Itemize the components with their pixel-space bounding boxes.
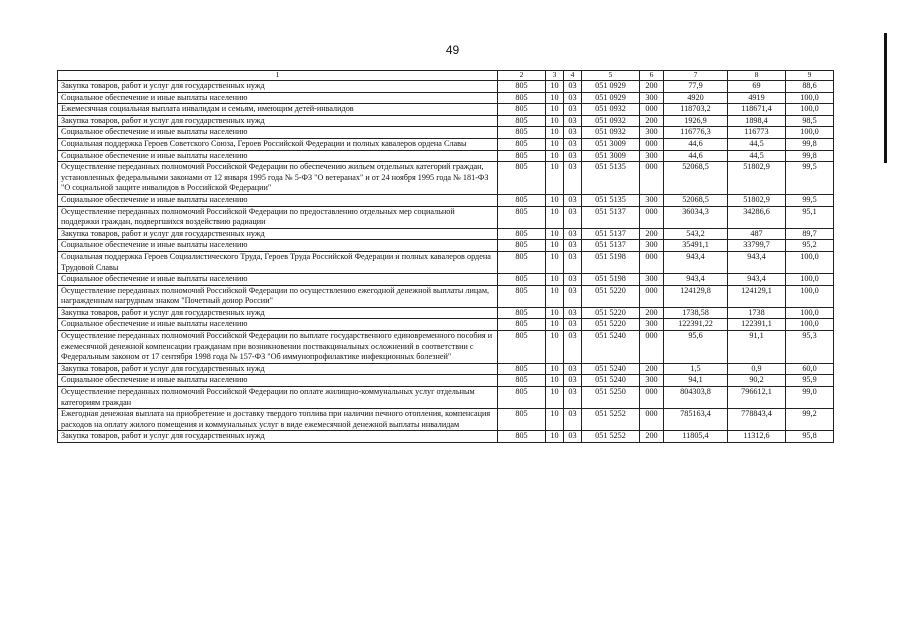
ministry-code-cell: 805 (498, 138, 546, 150)
row-name-cell: Социальное обеспечение и иные выплаты населению (58, 92, 498, 104)
executed-amount-cell: 11312,6 (728, 431, 786, 443)
table-row (58, 194, 834, 206)
ministry-code-cell: 805 (498, 319, 546, 331)
column-header: 3 (546, 71, 564, 81)
table-row (58, 104, 834, 116)
row-name-cell: Осуществление переданных полномочий Российской Федерации по обеспечению жильем отдельных категорий граждан, установленных федеральными законами от 12 января 1995 года № 5-ФЗ "О ветеранах" и от 24 ноября 1995 года № 181-ФЗ "О социальной защите инвалидов в Российской Федерации" (58, 162, 498, 195)
percent-cell: 99,8 (786, 150, 834, 162)
expense-type-cell: 300 (640, 150, 664, 162)
ministry-code-cell: 805 (498, 206, 546, 228)
table-row (58, 240, 834, 252)
ministry-code-cell: 805 (498, 127, 546, 139)
planned-amount-cell: 785163,4 (664, 409, 728, 431)
ministry-code-cell: 805 (498, 81, 546, 93)
row-name-cell: Закупка товаров, работ и услуг для государственных нужд (58, 431, 498, 443)
expense-type-cell: 300 (640, 240, 664, 252)
row-name-cell: Закупка товаров, работ и услуг для государственных нужд (58, 363, 498, 375)
table-header-row (58, 71, 834, 81)
table-row (58, 363, 834, 375)
table-row (58, 127, 834, 139)
executed-amount-cell: 943,4 (728, 251, 786, 273)
ministry-code-cell: 805 (498, 307, 546, 319)
planned-amount-cell: 35491,1 (664, 240, 728, 252)
row-name-cell: Социальное обеспечение и иные выплаты населению (58, 194, 498, 206)
planned-amount-cell: 116776,3 (664, 127, 728, 139)
row-name-cell: Закупка товаров, работ и услуг для государственных нужд (58, 228, 498, 240)
percent-cell: 99,8 (786, 138, 834, 150)
table-row (58, 206, 834, 228)
executed-amount-cell: 487 (728, 228, 786, 240)
subsection-cell: 03 (564, 307, 582, 319)
subsection-cell: 03 (564, 127, 582, 139)
planned-amount-cell: 943,4 (664, 274, 728, 286)
table-row (58, 251, 834, 273)
section-cell: 10 (546, 375, 564, 387)
row-name-cell: Социальное обеспечение и иные выплаты населению (58, 240, 498, 252)
table-row (58, 319, 834, 331)
expense-type-cell: 200 (640, 115, 664, 127)
subsection-cell: 03 (564, 331, 582, 364)
target-article-cell: 051 5198 (582, 274, 640, 286)
percent-cell: 100,0 (786, 319, 834, 331)
column-header: 6 (640, 71, 664, 81)
ministry-code-cell: 805 (498, 104, 546, 116)
percent-cell: 95,8 (786, 431, 834, 443)
table-row (58, 150, 834, 162)
planned-amount-cell: 94,1 (664, 375, 728, 387)
expense-type-cell: 200 (640, 307, 664, 319)
ministry-code-cell: 805 (498, 285, 546, 307)
planned-amount-cell: 44,6 (664, 150, 728, 162)
expense-type-cell: 200 (640, 81, 664, 93)
section-cell: 10 (546, 240, 564, 252)
ministry-code-cell: 805 (498, 162, 546, 195)
ministry-code-cell: 805 (498, 194, 546, 206)
table-row (58, 228, 834, 240)
executed-amount-cell: 44,5 (728, 138, 786, 150)
subsection-cell: 03 (564, 375, 582, 387)
subsection-cell: 03 (564, 206, 582, 228)
ministry-code-cell: 805 (498, 240, 546, 252)
ministry-code-cell: 805 (498, 363, 546, 375)
planned-amount-cell: 52068,5 (664, 162, 728, 195)
percent-cell: 100,0 (786, 92, 834, 104)
target-article-cell: 051 0929 (582, 81, 640, 93)
row-name-cell: Социальное обеспечение и иные выплаты населению (58, 150, 498, 162)
expense-type-cell: 300 (640, 274, 664, 286)
percent-cell: 99,0 (786, 387, 834, 409)
row-name-cell: Ежемесячная социальная выплата инвалидам и семьям, имеющим детей-инвалидов (58, 104, 498, 116)
subsection-cell: 03 (564, 431, 582, 443)
subsection-cell: 03 (564, 194, 582, 206)
executed-amount-cell: 778843,4 (728, 409, 786, 431)
row-name-cell: Социальное обеспечение и иные выплаты населению (58, 319, 498, 331)
percent-cell: 99,5 (786, 194, 834, 206)
subsection-cell: 03 (564, 92, 582, 104)
target-article-cell: 051 5240 (582, 375, 640, 387)
section-cell: 10 (546, 150, 564, 162)
scan-edge-mark (884, 33, 887, 163)
target-article-cell: 051 5137 (582, 240, 640, 252)
target-article-cell: 051 5135 (582, 162, 640, 195)
table-row (58, 81, 834, 93)
table-row (58, 307, 834, 319)
percent-cell: 88,6 (786, 81, 834, 93)
executed-amount-cell: 124129,1 (728, 285, 786, 307)
target-article-cell: 051 0932 (582, 127, 640, 139)
expense-type-cell: 000 (640, 409, 664, 431)
ministry-code-cell: 805 (498, 375, 546, 387)
subsection-cell: 03 (564, 387, 582, 409)
planned-amount-cell: 122391,22 (664, 319, 728, 331)
percent-cell: 100,0 (786, 251, 834, 273)
ministry-code-cell: 805 (498, 387, 546, 409)
column-header: 7 (664, 71, 728, 81)
section-cell: 10 (546, 228, 564, 240)
ministry-code-cell: 805 (498, 115, 546, 127)
row-name-cell: Закупка товаров, работ и услуг для государственных нужд (58, 307, 498, 319)
percent-cell: 100,0 (786, 127, 834, 139)
planned-amount-cell: 1738,58 (664, 307, 728, 319)
expense-type-cell: 200 (640, 363, 664, 375)
subsection-cell: 03 (564, 319, 582, 331)
executed-amount-cell: 33799,7 (728, 240, 786, 252)
percent-cell: 99,2 (786, 409, 834, 431)
row-name-cell: Осуществление переданных полномочий Российской Федерации по оплате жилищно-коммунальных услуг отдельным категориям граждан (58, 387, 498, 409)
percent-cell: 99,5 (786, 162, 834, 195)
table-row (58, 409, 834, 431)
percent-cell: 95,1 (786, 206, 834, 228)
planned-amount-cell: 804303,8 (664, 387, 728, 409)
executed-amount-cell: 4919 (728, 92, 786, 104)
section-cell: 10 (546, 387, 564, 409)
expense-type-cell: 000 (640, 285, 664, 307)
table-row (58, 274, 834, 286)
section-cell: 10 (546, 274, 564, 286)
percent-cell: 100,0 (786, 274, 834, 286)
target-article-cell: 051 0929 (582, 92, 640, 104)
section-cell: 10 (546, 251, 564, 273)
expense-type-cell: 000 (640, 331, 664, 364)
planned-amount-cell: 4920 (664, 92, 728, 104)
section-cell: 10 (546, 162, 564, 195)
executed-amount-cell: 0,9 (728, 363, 786, 375)
expense-type-cell: 000 (640, 251, 664, 273)
percent-cell: 95,2 (786, 240, 834, 252)
percent-cell: 89,7 (786, 228, 834, 240)
expense-type-cell: 300 (640, 375, 664, 387)
executed-amount-cell: 51802,9 (728, 162, 786, 195)
target-article-cell: 051 5252 (582, 409, 640, 431)
percent-cell: 95,9 (786, 375, 834, 387)
planned-amount-cell: 44,6 (664, 138, 728, 150)
section-cell: 10 (546, 115, 564, 127)
section-cell: 10 (546, 331, 564, 364)
subsection-cell: 03 (564, 138, 582, 150)
row-name-cell: Закупка товаров, работ и услуг для государственных нужд (58, 81, 498, 93)
expense-type-cell: 200 (640, 228, 664, 240)
planned-amount-cell: 95,6 (664, 331, 728, 364)
section-cell: 10 (546, 409, 564, 431)
row-name-cell: Закупка товаров, работ и услуг для государственных нужд (58, 115, 498, 127)
row-name-cell: Социальная поддержка Героев Советского Союза, Героев Российской Федерации и полных кавалеров ордена Славы (58, 138, 498, 150)
subsection-cell: 03 (564, 409, 582, 431)
executed-amount-cell: 796612,1 (728, 387, 786, 409)
table-row (58, 331, 834, 364)
target-article-cell: 051 5220 (582, 285, 640, 307)
expense-type-cell: 300 (640, 194, 664, 206)
target-article-cell: 051 5240 (582, 331, 640, 364)
subsection-cell: 03 (564, 251, 582, 273)
target-article-cell: 051 5220 (582, 319, 640, 331)
target-article-cell: 051 5135 (582, 194, 640, 206)
subsection-cell: 03 (564, 240, 582, 252)
row-name-cell: Социальное обеспечение и иные выплаты населению (58, 127, 498, 139)
table-row (58, 92, 834, 104)
table-row (58, 387, 834, 409)
executed-amount-cell: 1738 (728, 307, 786, 319)
table-row (58, 162, 834, 195)
target-article-cell: 051 5250 (582, 387, 640, 409)
ministry-code-cell: 805 (498, 228, 546, 240)
row-name-cell: Осуществление переданных полномочий Российской Федерации по предоставлению отдельных мер социальной поддержки граждан, подвергшихся воздействию радиации (58, 206, 498, 228)
executed-amount-cell: 116773 (728, 127, 786, 139)
section-cell: 10 (546, 92, 564, 104)
subsection-cell: 03 (564, 81, 582, 93)
expense-type-cell: 000 (640, 162, 664, 195)
executed-amount-cell: 118671,4 (728, 104, 786, 116)
ministry-code-cell: 805 (498, 92, 546, 104)
executed-amount-cell: 90,2 (728, 375, 786, 387)
subsection-cell: 03 (564, 274, 582, 286)
section-cell: 10 (546, 319, 564, 331)
table-row (58, 285, 834, 307)
row-name-cell: Социальная поддержка Героев Социалистического Труда, Героев Труда Российской Федерации и полных кавалеров ордена Трудовой Славы (58, 251, 498, 273)
section-cell: 10 (546, 431, 564, 443)
column-header: 8 (728, 71, 786, 81)
row-name-cell: Осуществление переданных полномочий Российской Федерации по выплате государственного единовременного пособия и ежемесячной денежной компенсации гражданам при возникновении поствакцинальных осложнений в соответствии с Федеральным законом от 17 сентября 1998 года № 157-ФЗ "Об иммунопрофилактике инфекционных болезней" (58, 331, 498, 364)
row-name-cell: Социальное обеспечение и иные выплаты населению (58, 375, 498, 387)
subsection-cell: 03 (564, 150, 582, 162)
section-cell: 10 (546, 138, 564, 150)
row-name-cell: Социальное обеспечение и иные выплаты населению (58, 274, 498, 286)
expense-type-cell: 000 (640, 387, 664, 409)
target-article-cell: 051 5240 (582, 363, 640, 375)
planned-amount-cell: 118703,2 (664, 104, 728, 116)
ministry-code-cell: 805 (498, 251, 546, 273)
table-row (58, 375, 834, 387)
percent-cell: 98,5 (786, 115, 834, 127)
section-cell: 10 (546, 363, 564, 375)
planned-amount-cell: 52068,5 (664, 194, 728, 206)
percent-cell: 95,3 (786, 331, 834, 364)
table-row (58, 138, 834, 150)
percent-cell: 100,0 (786, 104, 834, 116)
subsection-cell: 03 (564, 104, 582, 116)
executed-amount-cell: 69 (728, 81, 786, 93)
row-name-cell: Ежегодная денежная выплата на приобретение и доставку твердого топлива при наличии печного отопления, компенсация расходов на оплату жилого помещения и коммунальных услуг в виде ежемесячной денежной выплаты инвалидам (58, 409, 498, 431)
section-cell: 10 (546, 104, 564, 116)
table-row (58, 115, 834, 127)
executed-amount-cell: 44,5 (728, 150, 786, 162)
section-cell: 10 (546, 194, 564, 206)
section-cell: 10 (546, 206, 564, 228)
expense-type-cell: 300 (640, 127, 664, 139)
executed-amount-cell: 122391,1 (728, 319, 786, 331)
planned-amount-cell: 11805,4 (664, 431, 728, 443)
planned-amount-cell: 124129,8 (664, 285, 728, 307)
target-article-cell: 051 5220 (582, 307, 640, 319)
subsection-cell: 03 (564, 363, 582, 375)
expense-type-cell: 000 (640, 104, 664, 116)
section-cell: 10 (546, 81, 564, 93)
section-cell: 10 (546, 307, 564, 319)
page-number: 49 (445, 43, 460, 57)
expense-type-cell: 300 (640, 319, 664, 331)
ministry-code-cell: 805 (498, 331, 546, 364)
expense-type-cell: 000 (640, 138, 664, 150)
column-header: 5 (582, 71, 640, 81)
row-name-cell: Осуществление переданных полномочий Российской Федерации по осуществлению ежегодной денежной выплаты лицам, награжденным нагрудным знаком "Почетный донор России" (58, 285, 498, 307)
table-row (58, 431, 834, 443)
executed-amount-cell: 1898,4 (728, 115, 786, 127)
column-header: 9 (786, 71, 834, 81)
ministry-code-cell: 805 (498, 431, 546, 443)
executed-amount-cell: 51802,9 (728, 194, 786, 206)
column-header: 1 (58, 71, 498, 81)
expense-type-cell: 000 (640, 206, 664, 228)
planned-amount-cell: 943,4 (664, 251, 728, 273)
column-header: 2 (498, 71, 546, 81)
executed-amount-cell: 34286,6 (728, 206, 786, 228)
ministry-code-cell: 805 (498, 150, 546, 162)
percent-cell: 100,0 (786, 285, 834, 307)
budget-table (57, 70, 834, 443)
planned-amount-cell: 543,2 (664, 228, 728, 240)
ministry-code-cell: 805 (498, 409, 546, 431)
target-article-cell: 051 3009 (582, 138, 640, 150)
executed-amount-cell: 91,1 (728, 331, 786, 364)
target-article-cell: 051 0932 (582, 104, 640, 116)
target-article-cell: 051 3009 (582, 150, 640, 162)
section-cell: 10 (546, 285, 564, 307)
planned-amount-cell: 1926,9 (664, 115, 728, 127)
subsection-cell: 03 (564, 115, 582, 127)
ministry-code-cell: 805 (498, 274, 546, 286)
subsection-cell: 03 (564, 162, 582, 195)
target-article-cell: 051 5198 (582, 251, 640, 273)
expense-type-cell: 300 (640, 92, 664, 104)
subsection-cell: 03 (564, 228, 582, 240)
target-article-cell: 051 5252 (582, 431, 640, 443)
planned-amount-cell: 77,9 (664, 81, 728, 93)
planned-amount-cell: 1,5 (664, 363, 728, 375)
target-article-cell: 051 0932 (582, 115, 640, 127)
expense-type-cell: 200 (640, 431, 664, 443)
planned-amount-cell: 36034,3 (664, 206, 728, 228)
section-cell: 10 (546, 127, 564, 139)
subsection-cell: 03 (564, 285, 582, 307)
target-article-cell: 051 5137 (582, 228, 640, 240)
column-header: 4 (564, 71, 582, 81)
executed-amount-cell: 943,4 (728, 274, 786, 286)
percent-cell: 100,0 (786, 307, 834, 319)
percent-cell: 60,0 (786, 363, 834, 375)
target-article-cell: 051 5137 (582, 206, 640, 228)
